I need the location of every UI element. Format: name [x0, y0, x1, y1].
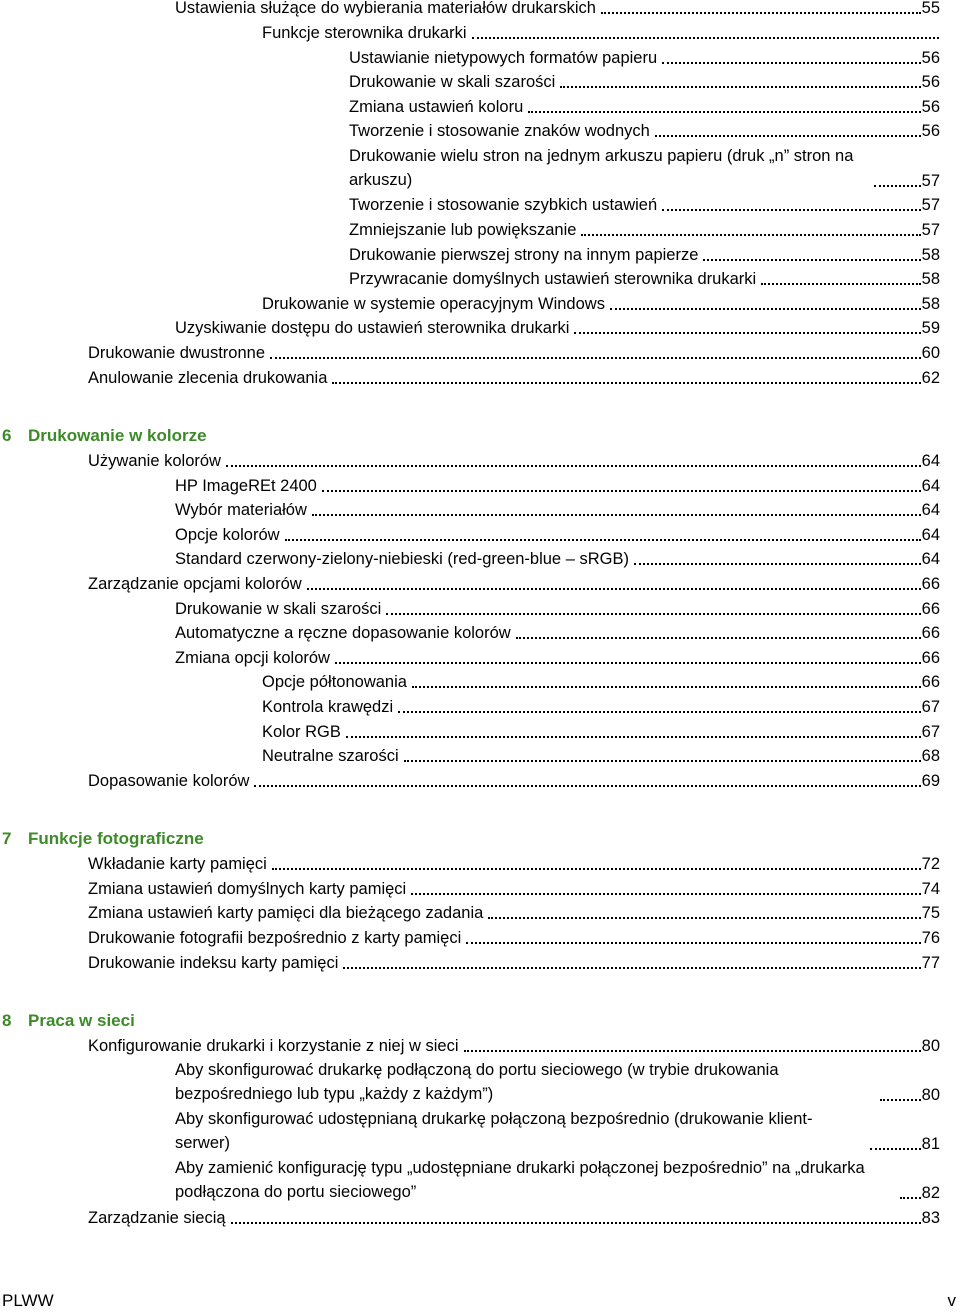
toc-entry[interactable]	[262, 720, 940, 744]
toc-entry[interactable]	[88, 1206, 940, 1230]
toc-entry-page: 67	[921, 723, 940, 741]
toc-entry-page: 76	[921, 929, 940, 947]
toc-entry-title: Aby skonfigurować drukarkę podłączoną do portu sieciowego (w trybie drukowania bezpośredniego lub typu „każdy z każdym”)	[175, 1060, 779, 1104]
chapter-heading[interactable]	[2, 827, 204, 851]
dot-leader	[404, 760, 921, 762]
dot-leader	[270, 357, 921, 359]
toc-entry-page: 60	[921, 344, 940, 362]
toc-entry[interactable]	[88, 366, 940, 390]
toc-entry-title: Tworzenie i stosowanie znaków wodnych	[349, 122, 650, 140]
toc-entry-page: 59	[921, 319, 940, 337]
dot-leader	[880, 1099, 921, 1101]
dot-leader	[332, 382, 920, 384]
toc-entry-title: Drukowanie w skali szarości	[349, 73, 556, 91]
toc-entry-page: 74	[921, 880, 940, 898]
dot-leader	[870, 1148, 921, 1150]
dot-leader	[231, 1222, 921, 1224]
dot-leader	[472, 37, 940, 39]
toc-entry[interactable]	[175, 498, 940, 522]
dot-leader	[466, 942, 920, 944]
toc-entry[interactable]	[349, 144, 940, 193]
toc-entry-page: 55	[921, 0, 940, 17]
toc-entry-title: Zmiana opcji kolorów	[175, 649, 330, 667]
toc-entry[interactable]	[88, 901, 940, 925]
toc-entry-page: 56	[921, 49, 940, 67]
toc-entry-title: Automatyczne a ręczne dopasowanie kolorów	[175, 624, 511, 642]
toc-entry-title: Kontrola krawędzi	[262, 698, 394, 716]
chapter-heading[interactable]	[2, 1009, 135, 1033]
dot-leader	[703, 259, 920, 261]
toc-entry[interactable]	[175, 621, 940, 645]
toc-entry[interactable]	[175, 1058, 940, 1107]
toc-entry-page: 64	[921, 477, 940, 495]
chapter-number: 6	[2, 426, 12, 445]
toc-entry[interactable]	[262, 670, 940, 694]
dot-leader	[398, 711, 920, 713]
toc-entry-page: 68	[921, 747, 940, 765]
toc-entry-page: 77	[921, 954, 940, 972]
dot-leader	[343, 967, 920, 969]
toc-entry-title: Zarządzanie opcjami kolorów	[88, 575, 302, 593]
dot-leader	[662, 62, 920, 64]
toc-entry-title: HP ImageREt 2400	[175, 477, 317, 495]
dot-leader	[312, 514, 921, 516]
toc-entry-title: Drukowanie w systemie operacyjnym Windows	[262, 295, 605, 313]
dot-leader	[662, 209, 920, 211]
dot-leader	[226, 465, 921, 467]
toc-entry[interactable]	[175, 0, 940, 20]
dot-leader	[655, 135, 921, 137]
toc-entry[interactable]	[175, 523, 940, 547]
toc-entry-page: 66	[921, 673, 940, 691]
chapter-number: 7	[2, 829, 12, 848]
toc-entry[interactable]	[262, 744, 940, 768]
toc-entry[interactable]	[349, 193, 940, 217]
toc-entry-title: Opcje półtonowania	[262, 673, 407, 691]
toc-entry-page: 64	[921, 526, 940, 544]
toc-entry-title: Wybór materiałów	[175, 501, 307, 519]
dot-leader	[254, 785, 920, 787]
toc-entry-page: 58	[921, 295, 940, 313]
toc-entry-page: 57	[921, 221, 940, 239]
toc-entry[interactable]	[262, 292, 940, 316]
chapter-title: Praca w sieci	[28, 1011, 135, 1030]
toc-entry-page: 64	[921, 452, 940, 470]
toc-entry-page: 56	[921, 98, 940, 116]
toc-entry[interactable]	[349, 95, 940, 119]
toc-entry-title: Anulowanie zlecenia drukowania	[88, 369, 328, 387]
dot-leader	[900, 1197, 921, 1199]
footer-page-number: v	[947, 1291, 956, 1310]
chapter-title: Funkcje fotograficzne	[28, 829, 204, 848]
toc-entry[interactable]	[175, 597, 940, 621]
dot-leader	[464, 1050, 921, 1052]
toc-entry-page: 67	[921, 698, 940, 716]
toc-entry[interactable]	[349, 46, 940, 70]
dot-leader	[488, 917, 920, 919]
toc-entry[interactable]	[175, 316, 940, 340]
toc-entry-page: 57	[921, 196, 940, 214]
toc-entry[interactable]	[88, 341, 940, 365]
toc-entry-page: 72	[921, 855, 940, 873]
toc-entry-page: 58	[921, 270, 940, 288]
toc-entry-title: Konfigurowanie drukarki i korzystanie z niej w sieci	[88, 1037, 459, 1055]
toc-entry-title: Drukowanie w skali szarości	[175, 600, 382, 618]
toc-entry-title: Neutralne szarości	[262, 747, 399, 765]
toc-entry-title: Zmniejszanie lub powiększanie	[349, 221, 577, 239]
toc-entry-title: Drukowanie dwustronne	[88, 344, 266, 362]
toc-entry[interactable]	[262, 695, 940, 719]
toc-entry[interactable]	[88, 877, 940, 901]
toc-entry-page: 56	[921, 73, 940, 91]
dot-leader	[560, 86, 920, 88]
dot-leader	[581, 234, 920, 236]
toc-entry[interactable]	[88, 449, 940, 473]
toc-entry-title: Drukowanie wielu stron na jednym arkuszu papieru (druk „n” stron na arkuszu)	[349, 146, 854, 190]
toc-entry-page: 57	[921, 172, 940, 190]
toc-entry-page: 64	[921, 501, 940, 519]
toc-entry-title: Ustawianie nietypowych formatów papieru	[349, 49, 658, 67]
toc-entry[interactable]	[175, 1156, 940, 1205]
toc-entry[interactable]	[175, 474, 940, 498]
toc-entry-page: 66	[921, 600, 940, 618]
toc-entry-page: 66	[921, 624, 940, 642]
toc-entry[interactable]	[349, 243, 940, 267]
chapter-heading[interactable]	[2, 424, 207, 448]
dot-leader	[335, 662, 921, 664]
dot-leader	[307, 588, 921, 590]
toc-entry[interactable]	[349, 119, 940, 143]
dot-leader	[574, 332, 920, 334]
toc-entry-page: 80	[921, 1037, 940, 1055]
toc-entry-page: 69	[921, 772, 940, 790]
chapter-title: Drukowanie w kolorze	[28, 426, 207, 445]
toc-entry[interactable]	[175, 547, 940, 571]
toc-entry-title: Drukowanie fotografii bezpośrednio z karty pamięci	[88, 929, 462, 947]
dot-leader	[386, 613, 920, 615]
dot-leader	[322, 490, 921, 492]
toc-entry-page: 56	[921, 122, 940, 140]
dot-leader	[601, 12, 921, 14]
toc-entry[interactable]	[349, 218, 940, 242]
toc-entry-title: Zmiana ustawień domyślnych karty pamięci	[88, 880, 407, 898]
dot-leader	[761, 283, 920, 285]
dot-leader	[528, 111, 920, 113]
toc-entry[interactable]	[349, 267, 940, 291]
dot-leader	[411, 893, 920, 895]
toc-entry-title: Aby zamienić konfigurację typu „udostępniane drukarki połączonej bezpośrednio” na „drukarka podłączona do portu sieciowego”	[175, 1158, 865, 1202]
toc-entry-title: Drukowanie pierwszej strony na innym papierze	[349, 246, 699, 264]
footer-doc-code: PLWW	[2, 1291, 54, 1310]
dot-leader	[610, 308, 921, 310]
toc-entry-page: 66	[921, 575, 940, 593]
toc-entry-title: Zmiana ustawień karty pamięci dla bieżącego zadania	[88, 904, 484, 922]
toc-entry-title: Zmiana ustawień koloru	[349, 98, 524, 116]
toc-entry-page: 64	[921, 550, 940, 568]
toc-entry[interactable]	[88, 572, 940, 596]
toc-entry-page: 75	[921, 904, 940, 922]
dot-leader	[412, 686, 921, 688]
dot-leader	[874, 185, 921, 187]
toc-entry[interactable]	[175, 646, 940, 670]
toc-entry-title: Zarządzanie siecią	[88, 1209, 226, 1227]
dot-leader	[346, 736, 921, 738]
toc-entry-title: Wkładanie karty pamięci	[88, 855, 267, 873]
toc-entry[interactable]	[88, 769, 940, 793]
toc-entry-page: 82	[921, 1184, 940, 1202]
toc-entry-page: 58	[921, 246, 940, 264]
toc-entry-page: 83	[921, 1209, 940, 1227]
toc-entry[interactable]	[88, 951, 940, 975]
toc-entry[interactable]	[88, 852, 940, 876]
toc-entry[interactable]	[175, 1107, 940, 1156]
dot-leader	[272, 868, 921, 870]
toc-entry-title: Ustawienia służące do wybierania materiałów drukarskich	[175, 0, 596, 17]
toc-entry[interactable]	[88, 926, 940, 950]
toc-entry-title: Standard czerwony-zielony-niebieski (red-green-blue – sRGB)	[175, 550, 629, 568]
toc-entry-title: Kolor RGB	[262, 723, 341, 741]
toc-entry-title: Opcje kolorów	[175, 526, 280, 544]
toc-entry-title: Aby skonfigurować udostępnianą drukarkę połączoną bezpośrednio (drukowanie klient-serwer)	[175, 1109, 813, 1153]
toc-entry-title: Używanie kolorów	[88, 452, 221, 470]
dot-leader	[634, 563, 921, 565]
toc-entry[interactable]	[349, 70, 940, 94]
toc-entry-page: 80	[921, 1086, 940, 1104]
toc-entry[interactable]	[262, 21, 940, 45]
toc-entry-title: Drukowanie indeksu karty pamięci	[88, 954, 339, 972]
dot-leader	[285, 539, 921, 541]
toc-entry-page: 81	[921, 1135, 940, 1153]
toc-entry-page: 62	[921, 369, 940, 387]
dot-leader	[516, 637, 921, 639]
chapter-number: 8	[2, 1011, 12, 1030]
toc-entry-title: Przywracanie domyślnych ustawień sterownika drukarki	[349, 270, 757, 288]
toc-entry-page: 66	[921, 649, 940, 667]
toc-entry-title: Uzyskiwanie dostępu do ustawień sterownika drukarki	[175, 319, 570, 337]
toc-entry-title: Funkcje sterownika drukarki	[262, 24, 467, 42]
toc-entry-title: Tworzenie i stosowanie szybkich ustawień	[349, 196, 658, 214]
toc-entry-title: Dopasowanie kolorów	[88, 772, 250, 790]
toc-entry[interactable]	[88, 1034, 940, 1058]
